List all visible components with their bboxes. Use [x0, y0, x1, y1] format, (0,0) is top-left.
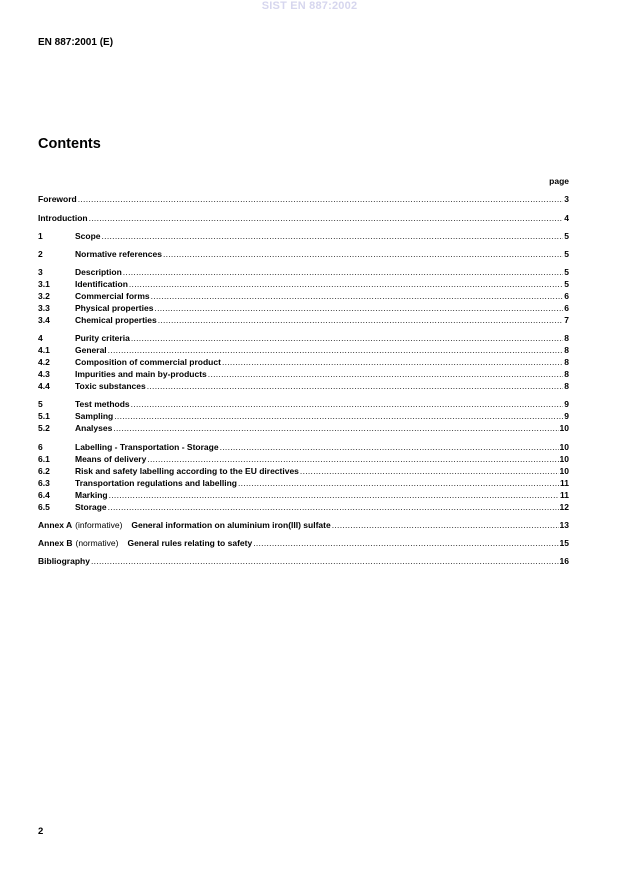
toc-page: 9	[564, 411, 569, 421]
annex-type: (normative)	[75, 538, 119, 548]
toc-page: 13	[559, 520, 569, 530]
document-id: EN 887:2001 (E)	[38, 37, 114, 48]
toc-title: Means of delivery	[75, 454, 147, 464]
toc-title: Scope	[75, 231, 101, 241]
toc-number: 4.1	[38, 345, 50, 355]
leader-dots	[300, 466, 559, 477]
leader-dots	[147, 381, 564, 392]
toc-page: 10	[559, 442, 569, 452]
toc-title: Description	[75, 267, 122, 277]
annex-type: (informative)	[75, 520, 123, 530]
toc-number: 3.3	[38, 303, 50, 313]
leader-dots	[109, 490, 559, 501]
toc-title: General	[75, 345, 107, 355]
toc-page: 16	[559, 556, 569, 566]
leader-dots	[91, 556, 559, 567]
leader-dots	[238, 478, 559, 489]
leader-dots	[220, 442, 559, 453]
toc-number: 3.4	[38, 315, 50, 325]
leader-dots	[332, 520, 559, 531]
toc-entry-5[interactable]	[38, 399, 569, 410]
toc-title: Risk and safety labelling according to the EU directives	[75, 466, 299, 476]
toc-page: 3	[564, 194, 569, 204]
toc-number: 5.1	[38, 411, 50, 421]
page-column-label: page	[549, 176, 569, 186]
toc-entry-3-3[interactable]	[38, 303, 569, 314]
toc-number: 6.1	[38, 454, 50, 464]
toc-number: 4.4	[38, 381, 50, 391]
toc-entry-2[interactable]	[38, 249, 569, 260]
toc-page: 11	[560, 490, 569, 500]
leader-dots	[129, 279, 563, 290]
toc-page: 4	[564, 213, 569, 223]
toc-title: Labelling - Transportation - Storage	[75, 442, 219, 452]
toc-title: Identification	[75, 279, 128, 289]
toc-entry-annex-b[interactable]	[38, 538, 569, 549]
footer-page-number: 2	[38, 826, 44, 837]
toc-number: 6.5	[38, 502, 50, 512]
toc-page: 12	[559, 502, 569, 512]
toc-page: 5	[564, 267, 569, 277]
toc-entry-introduction[interactable]	[38, 213, 569, 224]
toc-entry-4-4[interactable]	[38, 381, 569, 392]
leader-dots	[108, 345, 564, 356]
toc-page: 6	[564, 303, 569, 313]
toc-entry-6-1[interactable]	[38, 454, 569, 465]
leader-dots	[108, 502, 559, 513]
toc-entry-5-1[interactable]	[38, 411, 569, 422]
toc-entry-4-3[interactable]	[38, 369, 569, 380]
toc-number: 4.2	[38, 357, 50, 367]
annex-label: Annex A	[38, 520, 73, 530]
toc-entry-3-2[interactable]	[38, 291, 569, 302]
toc-entry-3-1[interactable]	[38, 279, 569, 290]
toc-title: Analyses	[75, 423, 113, 433]
toc-title: Composition of commercial product	[75, 357, 221, 367]
leader-dots	[131, 333, 563, 344]
toc-entry-6-2[interactable]	[38, 466, 569, 477]
toc-title: Physical properties	[75, 303, 154, 313]
toc-number: 3.2	[38, 291, 50, 301]
toc-page: 5	[564, 279, 569, 289]
annex-label: Annex B	[38, 538, 73, 548]
toc-number: 6.2	[38, 466, 50, 476]
toc-number: 6.3	[38, 478, 50, 488]
leader-dots	[154, 303, 563, 314]
toc-number: 6	[38, 442, 43, 452]
toc-page: 8	[564, 357, 569, 367]
toc-title: Marking	[75, 490, 108, 500]
toc-title: Bibliography	[38, 556, 90, 566]
toc-entry-6-4[interactable]	[38, 490, 569, 501]
toc-page: 6	[564, 291, 569, 301]
toc-entry-6-5[interactable]	[38, 502, 569, 513]
toc-entry-bibliography[interactable]	[38, 556, 569, 567]
toc-entry-5-2[interactable]	[38, 423, 569, 434]
toc-entry-3[interactable]	[38, 267, 569, 278]
leader-dots	[102, 231, 564, 242]
toc-entry-4-2[interactable]	[38, 357, 569, 368]
toc-title: Purity criteria	[75, 333, 130, 343]
toc-page: 15	[559, 538, 569, 548]
toc-title: Impurities and main by-products	[75, 369, 207, 379]
toc-page: 7	[564, 315, 569, 325]
toc-title: Normative references	[75, 249, 162, 259]
toc-title: Test methods	[75, 399, 130, 409]
watermark: SIST EN 887:2002	[261, 0, 358, 12]
toc-entry-6[interactable]	[38, 442, 569, 453]
toc-page: 5	[564, 231, 569, 241]
leader-dots	[147, 454, 558, 465]
toc-entry-1[interactable]	[38, 231, 569, 242]
leader-dots	[131, 399, 564, 410]
toc-entry-3-4[interactable]	[38, 315, 569, 326]
toc-title: Chemical properties	[75, 315, 157, 325]
toc-page: 10	[559, 423, 569, 433]
toc-page: 5	[564, 249, 569, 259]
toc-title: Transportation regulations and labelling	[75, 478, 237, 488]
table-of-contents	[38, 0, 569, 877]
toc-title: Commercial forms	[75, 291, 150, 301]
leader-dots	[114, 411, 563, 422]
leader-dots	[151, 291, 564, 302]
toc-number: 3.1	[38, 279, 50, 289]
toc-page: 8	[564, 369, 569, 379]
toc-entry-4-1[interactable]	[38, 345, 569, 356]
toc-entry-annex-a[interactable]	[38, 520, 569, 531]
toc-number: 5.2	[38, 423, 50, 433]
toc-entry-4[interactable]	[38, 333, 569, 344]
toc-title: General rules relating to safety	[127, 538, 253, 548]
toc-page: 10	[559, 466, 569, 476]
toc-number: 6.4	[38, 490, 50, 500]
toc-entry-foreword[interactable]	[38, 194, 569, 205]
toc-title: Toxic substances	[75, 381, 146, 391]
leader-dots	[78, 194, 564, 205]
contents-title: Contents	[38, 136, 101, 152]
toc-number: 2	[38, 249, 43, 259]
leader-dots	[208, 369, 563, 380]
toc-number: 3	[38, 267, 43, 277]
toc-entry-6-3[interactable]	[38, 478, 569, 489]
leader-dots	[123, 267, 564, 278]
leader-dots	[222, 357, 563, 368]
toc-number: 1	[38, 231, 43, 241]
toc-page: 8	[564, 333, 569, 343]
toc-title: General information on aluminium iron(III) sulfate	[131, 520, 331, 530]
leader-dots	[113, 423, 558, 434]
toc-number: 5	[38, 399, 43, 409]
leader-dots	[158, 315, 564, 326]
leader-dots	[89, 213, 564, 224]
toc-page: 11	[560, 478, 569, 488]
toc-page: 8	[564, 345, 569, 355]
toc-title: Storage	[75, 502, 107, 512]
toc-page: 8	[564, 381, 569, 391]
leader-dots	[163, 249, 563, 260]
toc-number: 4.3	[38, 369, 50, 379]
toc-title: Sampling	[75, 411, 114, 421]
leader-dots	[253, 538, 558, 549]
toc-page: 10	[559, 454, 569, 464]
toc-title: Introduction	[38, 213, 88, 223]
toc-title: Foreword	[38, 194, 77, 204]
toc-page: 9	[564, 399, 569, 409]
toc-number: 4	[38, 333, 43, 343]
